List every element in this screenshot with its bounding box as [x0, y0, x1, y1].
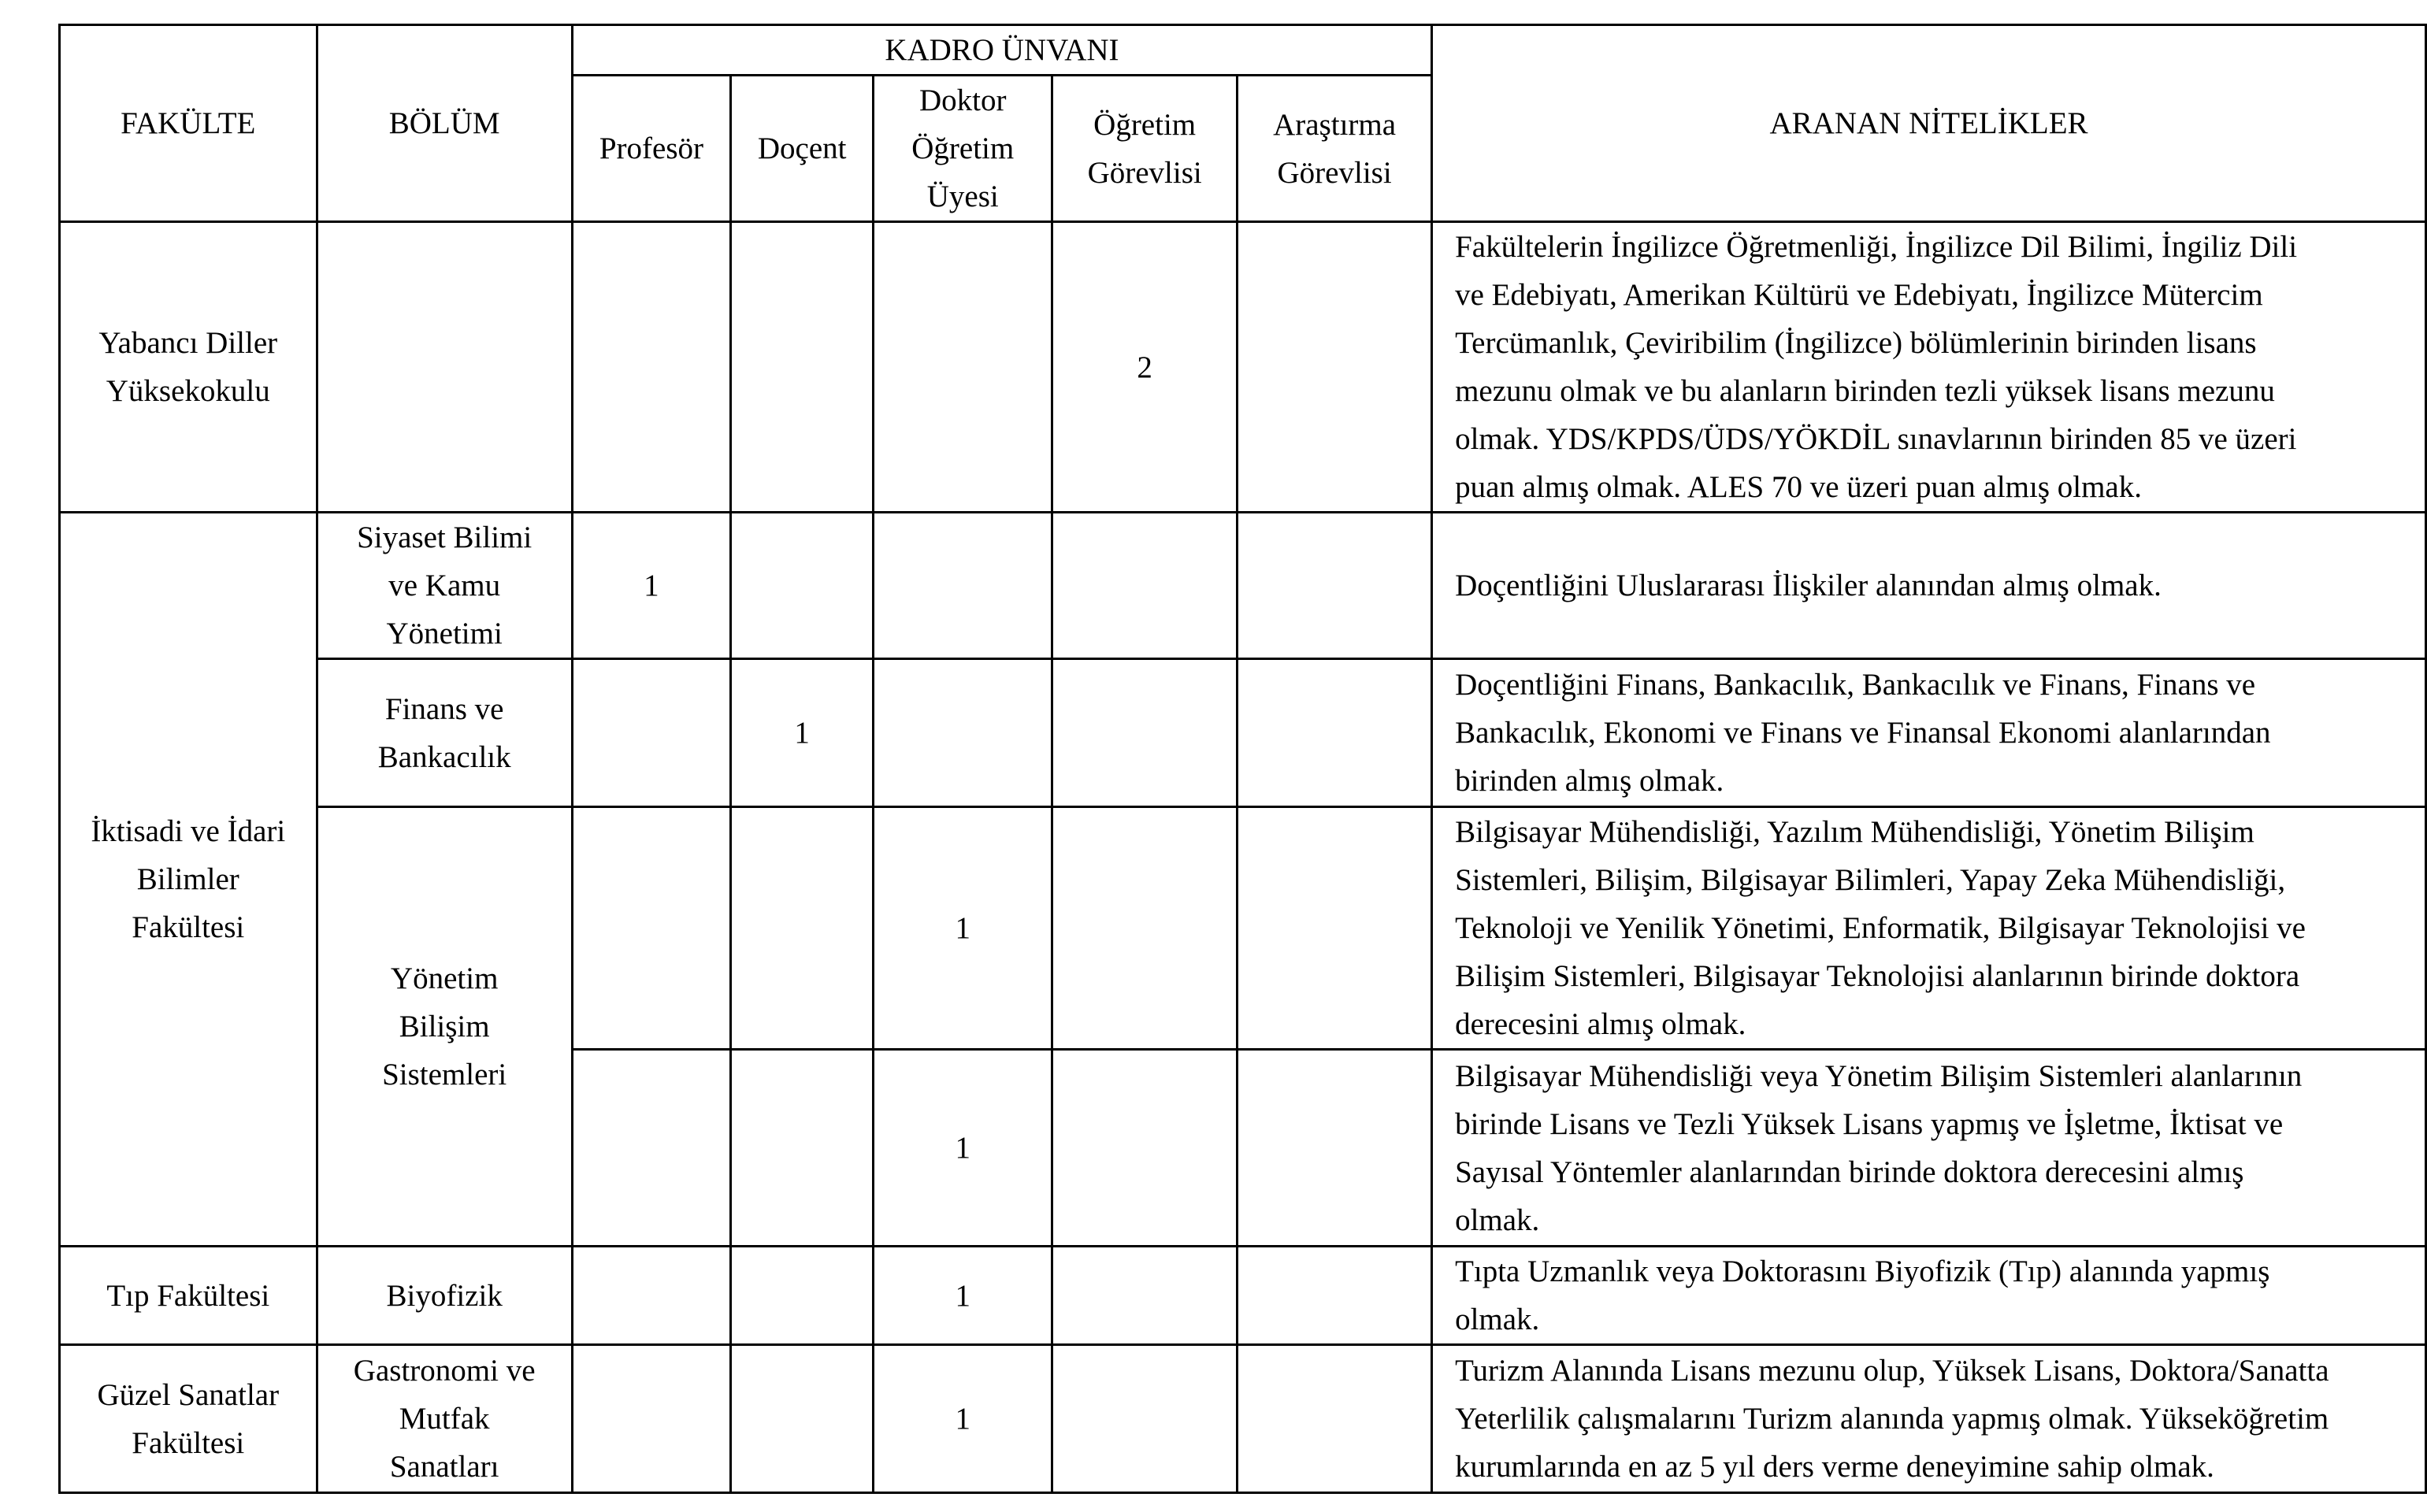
cell-ogretim-gorevlisi: [1052, 1247, 1238, 1345]
cell-docent: [731, 1050, 874, 1247]
cell-arastirma-gorevlisi: [1238, 1050, 1432, 1247]
header-docent: Doçent: [731, 76, 874, 222]
cell-ogretim-gorevlisi: 2: [1052, 222, 1238, 513]
cell-ogretim-gorevlisi: [1052, 513, 1238, 659]
header-arastirma-gorevlisi: Araştırma Görevlisi: [1238, 76, 1432, 222]
cell-ogretim-gorevlisi: [1052, 1345, 1238, 1493]
cell-arastirma-gorevlisi: [1238, 659, 1432, 807]
cell-doktor: 1: [874, 1050, 1052, 1247]
cell-fakulte: Tıp Fakültesi: [60, 1247, 317, 1345]
header-bolum: BÖLÜM: [317, 25, 572, 222]
table-row: [60, 1345, 2426, 1493]
cell-docent: [731, 513, 874, 659]
cell-profesor: [572, 1247, 730, 1345]
table-row: [60, 513, 2426, 659]
cell-arastirma-gorevlisi: [1238, 807, 1432, 1050]
cell-profesor: [572, 1345, 730, 1493]
cell-ogretim-gorevlisi: [1052, 807, 1238, 1050]
table-wrapper: [58, 24, 2427, 1494]
cell-doktor: [874, 659, 1052, 807]
cell-nitelik: Tıpta Uzmanlık veya Doktorasını Biyofizik (Tıp) alanında yapmış olmak.: [1432, 1247, 2426, 1345]
cell-profesor: [572, 1050, 730, 1247]
cell-bolum: Siyaset Bilimi ve Kamu Yönetimi: [317, 513, 572, 659]
cell-profesor: 1: [572, 513, 730, 659]
cell-nitelik: Fakültelerin İngilizce Öğretmenliği, İngilizce Dil Bilimi, İngiliz Dili ve Edebiyatı, Amerikan Kültürü ve Edebiyatı, İngilizce Mütercim Tercümanlık, Çeviribilim (İngilizce) bölümlerinin birinden lisans mezunu olmak ve bu alanların birinden tezli yüksek lisans mezunu olmak. YDS/KPDS/ÜDS/YÖKDİL sınavlarının birinden 85 ve üzeri puan almış olmak. ALES 70 ve üzeri puan almış olmak.: [1432, 222, 2426, 513]
header-profesor: Profesör: [572, 76, 730, 222]
cell-docent: [731, 1345, 874, 1493]
cell-ogretim-gorevlisi: [1052, 1050, 1238, 1247]
cell-doktor: 1: [874, 1247, 1052, 1345]
cell-arastirma-gorevlisi: [1238, 513, 1432, 659]
table-row: [60, 659, 2426, 807]
cell-doktor: 1: [874, 1345, 1052, 1493]
cell-nitelik: Bilgisayar Mühendisliği, Yazılım Mühendisliği, Yönetim Bilişim Sistemleri, Bilişim, Bilgisayar Bilimleri, Yapay Zeka Mühendisliği, Teknoloji ve Yenilik Yönetimi, Enformatik, Bilgisayar Teknolojisi ve Bilişim Sistemleri, Bilgisayar Teknolojisi alanlarının birinde doktora derecesini almış olmak.: [1432, 807, 2426, 1050]
cell-doktor: 1: [874, 807, 1052, 1050]
positions-table: [58, 24, 2427, 1494]
cell-docent: 1: [731, 659, 874, 807]
header-fakulte: FAKÜLTE: [60, 25, 317, 222]
cell-docent: [731, 807, 874, 1050]
header-aranan-nitelikler: ARANAN NİTELİKLER: [1432, 25, 2426, 222]
cell-bolum: Gastronomi ve Mutfak Sanatları: [317, 1345, 572, 1493]
header-kadro-unvani: KADRO ÜNVANI: [572, 25, 1431, 76]
cell-bolum: Biyofizik: [317, 1247, 572, 1345]
table-row: [60, 807, 2426, 1050]
cell-nitelik: Doçentliğini Finans, Bankacılık, Bankacılık ve Finans, Finans ve Bankacılık, Ekonomi ve Finans ve Finansal Ekonomi alanlarından birinden almış olmak.: [1432, 659, 2426, 807]
cell-profesor: [572, 807, 730, 1050]
cell-bolum: Finans ve Bankacılık: [317, 659, 572, 807]
cell-fakulte: Güzel Sanatlar Fakültesi: [60, 1345, 317, 1493]
header-ogretim-gorevlisi: Öğretim Görevlisi: [1052, 76, 1238, 222]
cell-arastirma-gorevlisi: [1238, 1247, 1432, 1345]
cell-profesor: [572, 222, 730, 513]
cell-doktor: [874, 513, 1052, 659]
cell-nitelik: Bilgisayar Mühendisliği veya Yönetim Bilişim Sistemleri alanlarının birinde Lisans ve Tezli Yüksek Lisans yapmış ve İşletme, İktisat ve Sayısal Yöntemler alanlarından birinde doktora derecesini almış olmak.: [1432, 1050, 2426, 1247]
table-row: [60, 1247, 2426, 1345]
cell-ogretim-gorevlisi: [1052, 659, 1238, 807]
cell-bolum: Yönetim Bilişim Sistemleri: [317, 807, 572, 1247]
cell-fakulte: Yabancı Diller Yüksekokulu: [60, 222, 317, 513]
cell-nitelik: Doçentliğini Uluslararası İlişkiler alanından almış olmak.: [1432, 513, 2426, 659]
header-doktor-ogretim-uyesi: Doktor Öğretim Üyesi: [874, 76, 1052, 222]
table-row: [60, 222, 2426, 513]
cell-docent: [731, 1247, 874, 1345]
cell-bolum: [317, 222, 572, 513]
cell-nitelik: Turizm Alanında Lisans mezunu olup, Yüksek Lisans, Doktora/Sanatta Yeterlilik çalışmalarını Turizm alanında yapmış olmak. Yükseköğretim kurumlarında en az 5 yıl ders verme deneyimine sahip olmak.: [1432, 1345, 2426, 1493]
cell-profesor: [572, 659, 730, 807]
cell-arastirma-gorevlisi: [1238, 1345, 1432, 1493]
cell-docent: [731, 222, 874, 513]
cell-doktor: [874, 222, 1052, 513]
cell-arastirma-gorevlisi: [1238, 222, 1432, 513]
cell-fakulte: İktisadi ve İdari Bilimler Fakültesi: [60, 513, 317, 1247]
header-row: [60, 25, 2426, 76]
